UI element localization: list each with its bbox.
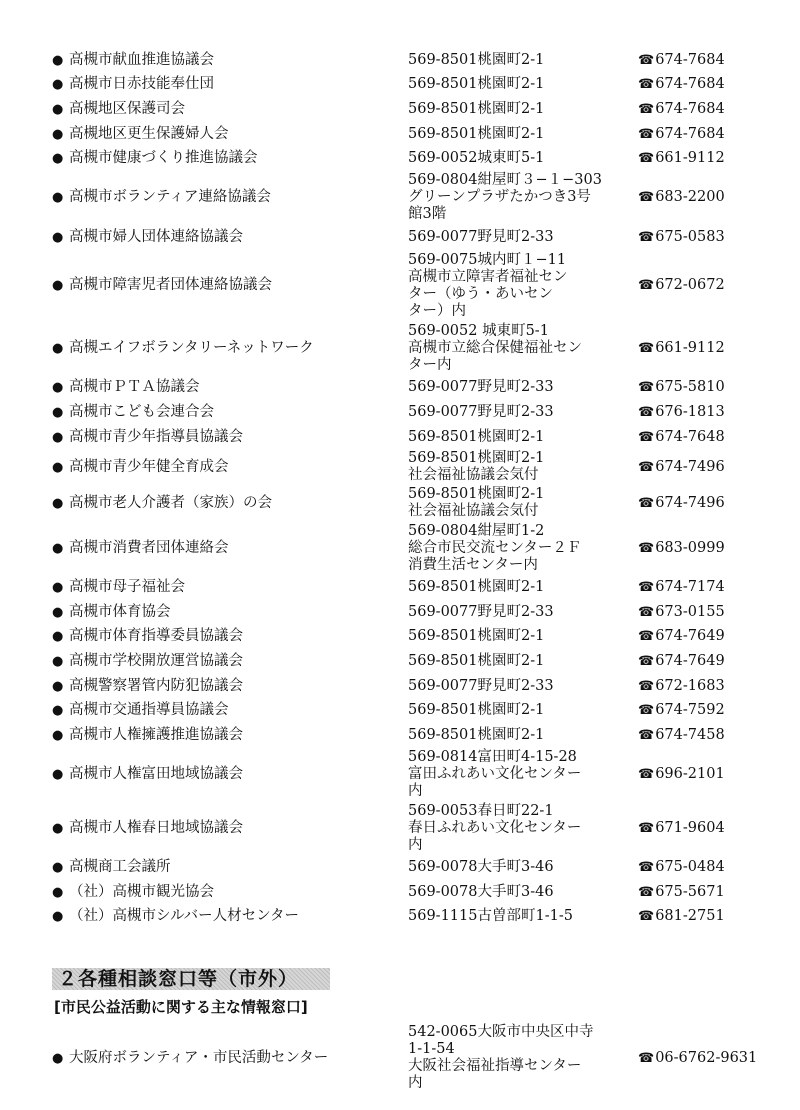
directory-row bbox=[52, 723, 778, 748]
bullet-icon: ● bbox=[52, 767, 64, 782]
organization-name-cell bbox=[52, 171, 408, 225]
address-line: 569-8501桃園町2-1 bbox=[408, 51, 545, 68]
section-heading: ２各種相談窓口等（市外） bbox=[52, 968, 330, 990]
organization-name: 高槻市人権擁護推進協議会 bbox=[69, 726, 243, 743]
address-cell bbox=[408, 575, 634, 600]
address-line: 569-0077野見町2-33 bbox=[408, 677, 554, 694]
address-line: 569-0077野見町2-33 bbox=[408, 403, 554, 420]
address-line: 569-0804紺屋町３−１−303 bbox=[408, 172, 602, 189]
organization-name-cell bbox=[52, 880, 408, 905]
organization-name: 高槻市体育協会 bbox=[69, 603, 171, 620]
phone-number: 674-7496 bbox=[655, 458, 725, 475]
directory-row bbox=[52, 575, 778, 600]
directory-row bbox=[52, 146, 778, 171]
organization-name-cell bbox=[52, 425, 408, 450]
directory-row bbox=[52, 425, 778, 450]
address-line: 高槻市立総合保健福祉セン bbox=[408, 340, 582, 357]
phone-icon: ☎ bbox=[638, 404, 655, 420]
organization-name-cell bbox=[52, 73, 408, 98]
address-line: 569-0077野見町2-33 bbox=[408, 603, 554, 620]
phone-cell bbox=[634, 748, 778, 802]
phone-cell bbox=[634, 880, 778, 905]
address-cell bbox=[408, 322, 634, 376]
phone-number: 674-7684 bbox=[655, 125, 725, 142]
organization-name: 高槻市体育指導委員協議会 bbox=[69, 628, 243, 645]
phone-icon: ☎ bbox=[638, 429, 655, 445]
organization-name: 高槻市老人介護者（家族）の会 bbox=[69, 494, 272, 511]
directory-row bbox=[52, 449, 778, 485]
directory-row bbox=[52, 97, 778, 122]
phone-icon: ☎ bbox=[638, 884, 655, 900]
address-line: 社会福祉協議会気付 bbox=[408, 503, 539, 520]
address-line: 春日ふれあい文化センター bbox=[408, 820, 582, 836]
phone-number: 661-9112 bbox=[655, 340, 725, 357]
phone-icon: ☎ bbox=[638, 580, 655, 596]
organization-name: 高槻市献血推進協議会 bbox=[69, 51, 214, 68]
address-line: 569-8501桃園町2-1 bbox=[408, 428, 545, 445]
address-cell bbox=[408, 97, 634, 122]
address-line: 569-0052城東町5-1 bbox=[408, 150, 545, 167]
phone-cell bbox=[634, 322, 778, 376]
directory-row bbox=[52, 250, 778, 322]
bullet-icon: ● bbox=[52, 190, 64, 206]
address-line: 高槻市立障害者福祉セン bbox=[408, 268, 568, 285]
address-cell bbox=[408, 449, 634, 485]
phone-icon: ☎ bbox=[638, 341, 655, 357]
address-cell bbox=[408, 485, 634, 521]
phone-cell bbox=[634, 802, 778, 856]
phone-number: 674-7684 bbox=[655, 76, 725, 93]
phone-number: 674-7648 bbox=[655, 428, 725, 445]
address-line: 542-0065大阪市中央区中寺 bbox=[408, 1024, 594, 1040]
directory-row bbox=[52, 1022, 778, 1094]
directory-row bbox=[52, 600, 778, 625]
phone-icon: ☎ bbox=[638, 540, 655, 556]
organization-name-cell bbox=[52, 748, 408, 802]
organization-name-cell bbox=[52, 225, 408, 250]
phone-cell bbox=[634, 48, 778, 73]
directory-row bbox=[52, 322, 778, 376]
phone-number: 674-7496 bbox=[655, 494, 725, 511]
directory-row bbox=[52, 376, 778, 401]
directory-row bbox=[52, 674, 778, 699]
organization-name: 高槻市日赤技能奉仕団 bbox=[69, 76, 214, 93]
directory-row bbox=[52, 748, 778, 802]
phone-icon: ☎ bbox=[638, 767, 655, 782]
bullet-icon: ● bbox=[52, 380, 64, 396]
phone-cell bbox=[634, 723, 778, 748]
directory-row bbox=[52, 122, 778, 147]
directory-row bbox=[52, 698, 778, 723]
directory-row bbox=[52, 521, 778, 575]
address-cell bbox=[408, 376, 634, 401]
organization-name-cell bbox=[52, 802, 408, 856]
directory-row bbox=[52, 880, 778, 905]
organization-name-cell bbox=[52, 322, 408, 376]
phone-cell bbox=[634, 856, 778, 881]
bullet-icon: ● bbox=[52, 229, 64, 245]
phone-cell bbox=[634, 1022, 778, 1094]
address-cell bbox=[408, 250, 634, 322]
address-line: 569-0077野見町2-33 bbox=[408, 228, 554, 245]
phone-number: 675-0484 bbox=[655, 859, 725, 876]
organization-name-cell bbox=[52, 521, 408, 575]
address-cell bbox=[408, 521, 634, 575]
phone-icon: ☎ bbox=[638, 629, 655, 645]
phone-icon: ☎ bbox=[638, 126, 655, 142]
organization-name: 高槻市消費者団体連絡会 bbox=[69, 539, 229, 556]
organization-name-cell bbox=[52, 723, 408, 748]
phone-number: 696-2101 bbox=[655, 766, 725, 782]
phone-cell bbox=[634, 122, 778, 147]
organization-name: 高槻市障害児者団体連絡協議会 bbox=[69, 277, 272, 294]
phone-cell bbox=[634, 425, 778, 450]
bullet-icon: ● bbox=[52, 1050, 64, 1066]
phone-icon: ☎ bbox=[638, 678, 655, 694]
address-line: 569-8501桃園町2-1 bbox=[408, 125, 545, 142]
address-line: 消費生活センター内 bbox=[408, 556, 538, 573]
phone-number: 683-2200 bbox=[655, 189, 725, 206]
organization-name-cell bbox=[52, 48, 408, 73]
phone-cell bbox=[634, 625, 778, 650]
phone-cell bbox=[634, 485, 778, 521]
phone-cell bbox=[634, 146, 778, 171]
address-line: ター（ゆう・あいセン bbox=[408, 285, 553, 302]
phone-cell bbox=[634, 171, 778, 225]
address-cell bbox=[408, 600, 634, 625]
external-directory-table bbox=[52, 1022, 778, 1094]
phone-cell bbox=[634, 400, 778, 425]
address-line: 569-0078大手町3-46 bbox=[408, 859, 554, 876]
directory-row bbox=[52, 649, 778, 674]
address-line: ター内 bbox=[408, 357, 452, 374]
organization-name-cell bbox=[52, 449, 408, 485]
organization-name-cell bbox=[52, 485, 408, 521]
bullet-icon: ● bbox=[52, 404, 64, 420]
address-line: 館3階 bbox=[408, 206, 447, 223]
address-cell bbox=[408, 856, 634, 881]
bullet-icon: ● bbox=[52, 101, 64, 117]
section-subheading: [市民公益活動に関する主な情報窓口] bbox=[54, 998, 308, 1016]
organization-name: 高槻市婦人団体連絡協議会 bbox=[69, 228, 243, 245]
phone-icon: ☎ bbox=[638, 77, 655, 93]
organization-name: 高槻市人権春日地域協議会 bbox=[69, 820, 243, 836]
organization-name: 高槻警察署管内防犯協議会 bbox=[69, 677, 243, 694]
phone-icon: ☎ bbox=[638, 380, 655, 396]
bullet-icon: ● bbox=[52, 909, 64, 925]
phone-icon: ☎ bbox=[638, 101, 655, 117]
address-line: 569-0804紺屋町1-2 bbox=[408, 522, 545, 539]
directory-row bbox=[52, 48, 778, 73]
address-cell bbox=[408, 73, 634, 98]
bullet-icon: ● bbox=[52, 341, 64, 357]
phone-number: 675-5810 bbox=[655, 379, 725, 396]
address-line: 569-0075城内町１−11 bbox=[408, 251, 567, 268]
phone-number: 672-0672 bbox=[655, 277, 725, 294]
phone-cell bbox=[634, 449, 778, 485]
phone-number: 674-7649 bbox=[655, 628, 725, 645]
address-line: 総合市民交流センター２Ｆ bbox=[408, 539, 582, 556]
address-line: 569-8501桃園町2-1 bbox=[408, 100, 545, 117]
phone-icon: ☎ bbox=[638, 278, 655, 294]
directory-row bbox=[52, 625, 778, 650]
address-line: 569-8501桃園町2-1 bbox=[408, 450, 545, 467]
phone-number: 674-7458 bbox=[655, 726, 725, 743]
bullet-icon: ● bbox=[52, 278, 64, 294]
bullet-icon: ● bbox=[52, 604, 64, 620]
phone-number: 661-9112 bbox=[655, 150, 725, 167]
phone-number: 675-0583 bbox=[655, 228, 725, 245]
organization-name: 高槻市こども会連合会 bbox=[69, 403, 214, 420]
phone-number: 674-7174 bbox=[655, 579, 725, 596]
phone-cell bbox=[634, 225, 778, 250]
address-line: 569-1115古曽部町1-1-5 bbox=[408, 908, 573, 925]
bullet-icon: ● bbox=[52, 540, 64, 556]
phone-icon: ☎ bbox=[638, 1050, 655, 1066]
bullet-icon: ● bbox=[52, 860, 64, 876]
organization-name-cell bbox=[52, 600, 408, 625]
organization-name: 高槻地区更生保護婦人会 bbox=[69, 125, 229, 142]
directory-row bbox=[52, 400, 778, 425]
phone-cell bbox=[634, 250, 778, 322]
address-cell bbox=[408, 1022, 634, 1094]
address-line: 569-0814富田町4-15-28 bbox=[408, 749, 577, 765]
phone-number: 681-2751 bbox=[655, 908, 725, 925]
directory-row bbox=[52, 905, 778, 930]
bullet-icon: ● bbox=[52, 126, 64, 142]
phone-icon: ☎ bbox=[638, 604, 655, 620]
address-cell bbox=[408, 802, 634, 856]
phone-number: 676-1813 bbox=[655, 403, 725, 420]
address-line: 1-1-54 bbox=[408, 1041, 455, 1057]
phone-icon: ☎ bbox=[638, 151, 655, 167]
organization-name-cell bbox=[52, 122, 408, 147]
address-line: 569-0077野見町2-33 bbox=[408, 379, 554, 396]
organization-name: 高槻市ボランティア連絡協議会 bbox=[69, 189, 271, 206]
organization-name: 高槻商工会議所 bbox=[69, 859, 171, 876]
phone-number: 674-7684 bbox=[655, 51, 725, 68]
address-line: 569-8501桃園町2-1 bbox=[408, 652, 545, 669]
phone-cell bbox=[634, 698, 778, 723]
phone-number: 672-1683 bbox=[655, 677, 725, 694]
address-cell bbox=[408, 48, 634, 73]
bullet-icon: ● bbox=[52, 703, 64, 719]
organization-name-cell bbox=[52, 649, 408, 674]
address-line: 569-0053春日町22-1 bbox=[408, 803, 554, 819]
address-line: 富田ふれあい文化センター bbox=[408, 766, 582, 782]
phone-cell bbox=[634, 97, 778, 122]
address-cell bbox=[408, 146, 634, 171]
address-line: 569-8501桃園町2-1 bbox=[408, 628, 545, 645]
address-line: ター）内 bbox=[408, 302, 466, 319]
organization-name-cell bbox=[52, 1022, 408, 1094]
bullet-icon: ● bbox=[52, 52, 64, 68]
phone-number: 674-7592 bbox=[655, 702, 725, 719]
organization-name-cell bbox=[52, 400, 408, 425]
phone-cell bbox=[634, 674, 778, 699]
phone-icon: ☎ bbox=[638, 860, 655, 876]
organization-name-cell bbox=[52, 146, 408, 171]
address-cell bbox=[408, 122, 634, 147]
organization-name: 高槻市交通指導員協議会 bbox=[69, 702, 229, 719]
phone-icon: ☎ bbox=[638, 821, 655, 836]
phone-icon: ☎ bbox=[638, 703, 655, 719]
organization-name-cell bbox=[52, 575, 408, 600]
phone-cell bbox=[634, 575, 778, 600]
organization-name-cell bbox=[52, 376, 408, 401]
phone-icon: ☎ bbox=[638, 459, 655, 475]
directory-row bbox=[52, 225, 778, 250]
address-cell bbox=[408, 698, 634, 723]
organization-name: 高槻市青少年健全育成会 bbox=[69, 458, 229, 475]
phone-number: 674-7684 bbox=[655, 100, 725, 117]
organization-name-cell bbox=[52, 625, 408, 650]
organization-name: （社）高槻市観光協会 bbox=[69, 883, 214, 900]
directory-row bbox=[52, 171, 778, 225]
phone-icon: ☎ bbox=[638, 727, 655, 743]
organization-name-cell bbox=[52, 250, 408, 322]
phone-cell bbox=[634, 600, 778, 625]
phone-icon: ☎ bbox=[638, 495, 655, 511]
phone-number: 673-0155 bbox=[655, 603, 725, 620]
directory-row bbox=[52, 856, 778, 881]
organization-name-cell bbox=[52, 674, 408, 699]
address-line: グリーンプラザたかつき3号 bbox=[408, 189, 591, 206]
phone-icon: ☎ bbox=[638, 52, 655, 68]
organization-name: 高槻エイフボランタリーネットワーク bbox=[69, 340, 314, 357]
phone-cell bbox=[634, 376, 778, 401]
address-cell bbox=[408, 425, 634, 450]
bullet-icon: ● bbox=[52, 884, 64, 900]
address-line: 569-8501桃園町2-1 bbox=[408, 579, 545, 596]
phone-number: 683-0999 bbox=[655, 539, 725, 556]
address-cell bbox=[408, 625, 634, 650]
bullet-icon: ● bbox=[52, 77, 64, 93]
address-cell bbox=[408, 649, 634, 674]
bullet-icon: ● bbox=[52, 727, 64, 743]
organization-name: 大阪府ボランティア・市民活動センター bbox=[69, 1049, 329, 1066]
bullet-icon: ● bbox=[52, 495, 64, 511]
bullet-icon: ● bbox=[52, 629, 64, 645]
organization-name-cell bbox=[52, 856, 408, 881]
bullet-icon: ● bbox=[52, 459, 64, 475]
phone-cell bbox=[634, 521, 778, 575]
phone-icon: ☎ bbox=[638, 909, 655, 925]
bullet-icon: ● bbox=[52, 580, 64, 596]
phone-number: 675-5671 bbox=[655, 883, 725, 900]
address-cell bbox=[408, 400, 634, 425]
organization-name-cell bbox=[52, 97, 408, 122]
address-cell bbox=[408, 880, 634, 905]
address-line: 内 bbox=[408, 837, 423, 853]
phone-cell bbox=[634, 649, 778, 674]
address-line: 大阪社会福祉指導センター bbox=[408, 1058, 582, 1074]
address-line: 569-8501桃園町2-1 bbox=[408, 76, 545, 93]
phone-cell bbox=[634, 73, 778, 98]
address-cell bbox=[408, 748, 634, 802]
directory-row bbox=[52, 73, 778, 98]
organization-directory-table bbox=[52, 48, 778, 929]
address-cell bbox=[408, 171, 634, 225]
bullet-icon: ● bbox=[52, 821, 64, 836]
bullet-icon: ● bbox=[52, 678, 64, 694]
address-cell bbox=[408, 723, 634, 748]
address-line: 569-8501桃園町2-1 bbox=[408, 726, 545, 743]
address-line: 569-8501桃園町2-1 bbox=[408, 702, 545, 719]
address-line: 内 bbox=[408, 1075, 423, 1091]
organization-name: 高槻地区保護司会 bbox=[69, 100, 185, 117]
address-cell bbox=[408, 674, 634, 699]
phone-cell bbox=[634, 905, 778, 930]
organization-name-cell bbox=[52, 905, 408, 930]
bullet-icon: ● bbox=[52, 151, 64, 167]
phone-number: 671-9604 bbox=[655, 820, 725, 836]
organization-name: 高槻市健康づくり推進協議会 bbox=[69, 150, 258, 167]
organization-name-cell bbox=[52, 698, 408, 723]
bullet-icon: ● bbox=[52, 429, 64, 445]
phone-number: 674-7649 bbox=[655, 652, 725, 669]
address-line: 社会福祉協議会気付 bbox=[408, 467, 539, 484]
phone-icon: ☎ bbox=[638, 653, 655, 669]
directory-row bbox=[52, 802, 778, 856]
bullet-icon: ● bbox=[52, 653, 64, 669]
address-line: 内 bbox=[408, 783, 423, 799]
address-line: 569-8501桃園町2-1 bbox=[408, 486, 545, 503]
organization-name: 高槻市青少年指導員協議会 bbox=[69, 428, 243, 445]
organization-name: （社）高槻市シルバー人材センター bbox=[69, 908, 300, 925]
directory-row bbox=[52, 485, 778, 521]
phone-icon: ☎ bbox=[638, 190, 655, 206]
address-cell bbox=[408, 905, 634, 930]
organization-name: 高槻市ＰＴＡ協議会 bbox=[69, 379, 200, 396]
address-line: 569-0052 城東町5-1 bbox=[408, 323, 549, 340]
phone-icon: ☎ bbox=[638, 229, 655, 245]
phone-number: 06-6762-9631 bbox=[655, 1049, 758, 1066]
organization-name: 高槻市人権富田地域協議会 bbox=[69, 766, 243, 782]
address-line: 569-0078大手町3-46 bbox=[408, 883, 554, 900]
organization-name: 高槻市母子福祉会 bbox=[69, 579, 185, 596]
address-cell bbox=[408, 225, 634, 250]
organization-name: 高槻市学校開放運営協議会 bbox=[69, 652, 243, 669]
